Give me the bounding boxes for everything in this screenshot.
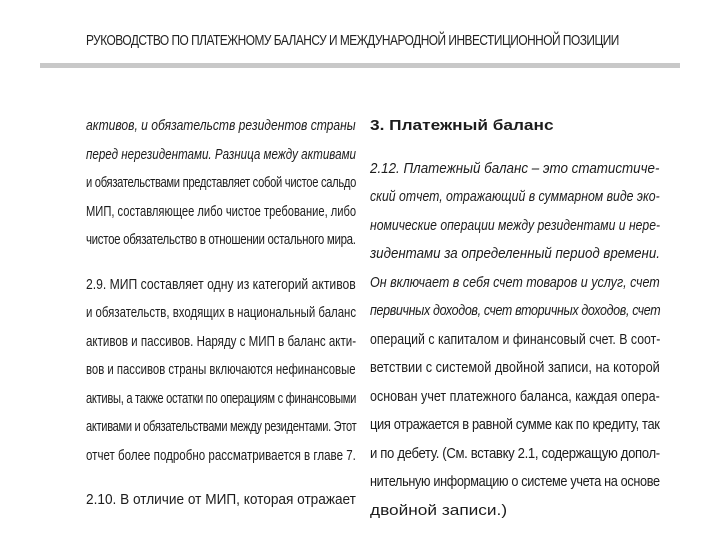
text-line: нительную информацию о системе учета на основе xyxy=(370,473,660,490)
header-rule xyxy=(40,63,680,68)
text-line: чистое обязательство в отношении остального мира. xyxy=(86,231,356,248)
left-column xyxy=(86,112,356,515)
paragraph-mip-definition-end xyxy=(86,112,356,255)
paragraph-2-9 xyxy=(86,271,356,471)
text-line: перед нерезидентами. Разница между активами xyxy=(86,145,356,163)
running-header-title: РУКОВОДСТВО ПО ПЛАТЕЖНОМУ БАЛАНСУ И МЕЖДУНАРОДНОЙ ИНВЕСТИЦИОННОЙ ПОЗИЦИИ xyxy=(86,33,619,49)
text-line: 2.9. МИП составляет одну из категорий активов xyxy=(86,275,356,293)
right-column xyxy=(370,112,660,525)
text-line: первичных доходов, счет вторичных доходов, счет xyxy=(370,302,661,319)
paragraph-2-10 xyxy=(86,486,356,515)
section-heading: 3. Платежный баланс xyxy=(370,117,554,134)
text-line: и обязательств, входящих в национальный баланс xyxy=(86,304,357,321)
text-line: ция отражается в равной сумме как по кредиту, так xyxy=(370,416,660,433)
text-line: активов и пассивов. Наряду с МИП в баланс акти- xyxy=(86,332,357,350)
text-line: и обязательствами представляет собой чистое сальдо xyxy=(86,174,357,191)
text-line: ветствии с системой двойной записи, на которой xyxy=(370,359,660,376)
text-line: зидентами за определенный период времени. xyxy=(370,245,660,262)
paragraph-2-12 xyxy=(370,155,660,526)
text-line: МИП, составляющее либо чистое требование, либо xyxy=(86,202,357,220)
text-line: вов и пассивов страны включаются нефинансовые xyxy=(86,361,356,378)
text-line: операций с капиталом и финансовый счет. В соот- xyxy=(370,330,661,348)
text-line: двойной записи.) xyxy=(370,501,508,519)
text-line: активами и обязательствами между резидентами. Этот xyxy=(86,418,357,435)
text-line: 2.12. Платежный баланс – это статистиче- xyxy=(370,159,660,177)
text-line: основан учет платежного баланса, каждая опера- xyxy=(370,387,660,405)
text-line: активы, а также остатки по операциям с финансовыми xyxy=(86,389,357,407)
text-line: и по дебету. (См. вставку 2.1, содержащую допол- xyxy=(370,444,660,462)
text-line: номические операции между резидентами и нере- xyxy=(370,216,661,234)
text-line: 2.10. В отличие от МИП, которая отражает xyxy=(86,491,356,508)
text-line: отчет более подробно рассматривается в главе 7. xyxy=(86,446,356,464)
text-line: ский отчет, отражающий в суммарном виде эко- xyxy=(370,188,660,205)
text-line xyxy=(86,141,356,170)
text-line: Он включает в себя счет товаров и услуг, счет xyxy=(370,273,660,291)
text-line: активов, и обязательств резидентов страны xyxy=(86,117,356,134)
